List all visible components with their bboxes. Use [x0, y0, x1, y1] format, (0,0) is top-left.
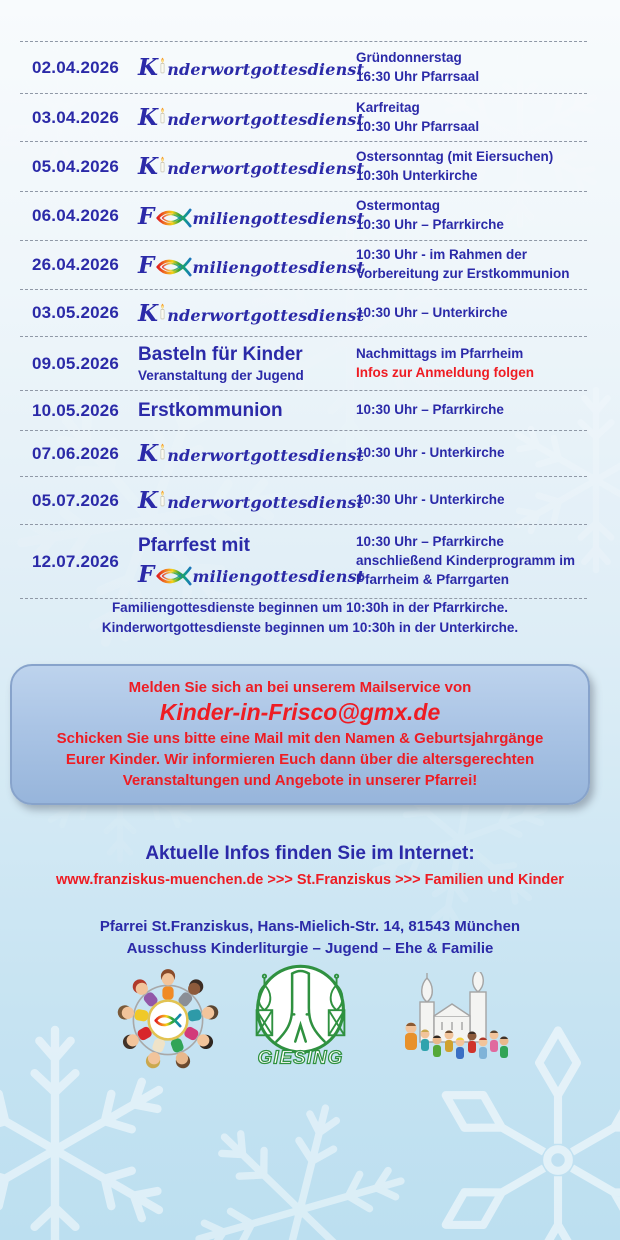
note-line: Familiengottesdienste beginnen um 10:30h in der Pfarrkirche. [111, 600, 509, 615]
kinderwortgottesdienst-logo [138, 440, 365, 467]
event-title: Erstkommunion [138, 399, 283, 421]
event-date: 12.07.2026 [32, 551, 120, 571]
rainbow-fish-icon [156, 566, 192, 586]
event-title-block [138, 400, 356, 422]
event-date: 03.05.2026 [32, 303, 120, 322]
event-date: 07.06.2026 [32, 443, 120, 463]
logo-initial: F [138, 560, 155, 588]
detail-line: anschließend Kinderprogramm im [356, 553, 576, 569]
table-row [20, 431, 587, 477]
detail-line: Ostermontag [356, 198, 441, 214]
detail-line: 10:30 Uhr - im Rahmen der [356, 247, 528, 263]
detail-line: Nachmittags im Pfarrheim [356, 345, 524, 361]
logo-text: miliengottesdienst [192, 566, 365, 586]
event-details [356, 197, 587, 235]
event-details [356, 444, 587, 463]
kinderwortgottesdienst-logo [138, 104, 365, 131]
mailservice-body-line: Schicken Sie uns bitte eine Mail mit den Namen & Geburtsjahrgänge [56, 730, 544, 747]
detail-line: 10:30 Uhr – Unterkirche [356, 304, 508, 320]
event-date: 03.04.2026 [32, 107, 120, 127]
event-title: Basteln für Kinder [138, 344, 303, 366]
detail-line: 10:30 Uhr Pfarrsaal [356, 118, 480, 134]
rainbow-fish-icon [156, 257, 192, 277]
address-line: Ausschuss Kinderliturgie – Jugend – Ehe & Familie [126, 940, 494, 957]
familiengottesdienst-logo [138, 560, 365, 588]
mailservice-body-line: Eurer Kinder. Wir informieren Euch dann über die altersgerechten [65, 751, 535, 768]
mailservice-body-line: Veranstaltungen und Angebote in unserer Pfarrei! [122, 772, 478, 789]
detail-line: 10:30 Uhr – Pfarrkirche [356, 534, 504, 550]
address-line: Pfarrei St.Franziskus, Hans-Mielich-Str. 14, 81543 München [99, 918, 521, 935]
logo-initial: K [138, 440, 159, 467]
internet-heading: Aktuelle Infos finden Sie im Internet: [145, 843, 475, 864]
detail-line: 10:30 Uhr – Pfarrkirche [356, 402, 504, 418]
familiengottesdienst-logo [138, 202, 365, 230]
detail-line-highlight: Infos zur Anmeldung folgen [356, 364, 534, 380]
kinderwortgottesdienst-logo [138, 54, 365, 81]
giesing-logo-text: GIESING [257, 1046, 344, 1068]
detail-line: 10:30 Uhr - Unterkirche [356, 492, 505, 508]
candle-icon [159, 57, 166, 78]
event-date: 06.04.2026 [32, 206, 120, 225]
note-line: Kinderwortgottesdienste beginnen um 10:30h in der Unterkirche. [101, 620, 519, 635]
mailservice-box [10, 664, 590, 805]
logo-initial: K [138, 299, 159, 327]
logo-text: nderwortgottesdienst [167, 110, 365, 129]
logo-text: miliengottesdienst [192, 208, 365, 228]
table-row [20, 290, 587, 337]
event-details [356, 345, 587, 383]
detail-line: Gründonnerstag [356, 49, 462, 65]
table-row [20, 192, 587, 241]
event-details [356, 148, 587, 186]
familiengottesdienst-logo [138, 251, 365, 279]
parish-address [0, 916, 620, 960]
mailservice-intro: Melden Sie sich an bei unserem Mailservice von [128, 679, 472, 696]
giesing-church-logo [243, 960, 358, 1075]
logo-text: nderwortgottesdienst [167, 305, 365, 325]
schedule-notes [0, 598, 620, 638]
event-details [356, 491, 587, 510]
table-row [20, 142, 587, 192]
logo-text: nderwortgottesdienst [167, 159, 365, 178]
detail-line: Ostersonntag (mit Eiersuchen) [356, 148, 554, 164]
logo-text: miliengottesdienst [192, 257, 365, 277]
internet-info [0, 843, 620, 888]
logo-text: nderwortgottesdienst [167, 60, 365, 79]
event-date: 05.07.2026 [32, 490, 120, 510]
event-title-block [138, 535, 365, 588]
event-title: Pfarrfest mit [138, 535, 250, 557]
kids-circle-with-fish-logo [112, 964, 224, 1076]
kinderwortgottesdienst-logo [138, 487, 365, 514]
logo-text: nderwortgottesdienst [167, 446, 365, 465]
table-row [20, 41, 587, 94]
table-row [20, 525, 587, 599]
event-details [356, 49, 587, 87]
event-details [356, 99, 587, 137]
table-row [20, 477, 587, 525]
logo-initial: F [138, 202, 155, 230]
children-in-front-of-church-logo [398, 972, 513, 1072]
event-title-block [138, 344, 356, 383]
detail-line: 10:30h Unterkirche [356, 167, 478, 183]
table-row [20, 337, 587, 391]
candle-icon [159, 490, 166, 511]
table-row [20, 241, 587, 290]
detail-line: Vorbereitung zur Erstkommunion [356, 266, 570, 281]
table-row [20, 391, 587, 431]
kinderwortgottesdienst-logo [138, 299, 365, 327]
logo-initial: K [138, 54, 159, 81]
logo-initial: K [138, 104, 159, 131]
website-link[interactable]: www.franziskus-muenchen.de >>> St.Franziskus >>> Familien und Kinder [56, 872, 564, 888]
detail-line: 16:30 Uhr Pfarrsaal [356, 68, 480, 84]
candle-icon [159, 443, 166, 464]
candle-icon [159, 156, 166, 177]
detail-line: 10:30 Uhr - Unterkirche [356, 445, 505, 461]
kinderwortgottesdienst-logo [138, 153, 365, 180]
logo-text: nderwortgottesdienst [167, 493, 365, 512]
mailservice-email[interactable]: Kinder-in-Frisco@gmx.de [159, 699, 441, 725]
candle-icon [159, 303, 166, 324]
event-date: 05.04.2026 [32, 156, 120, 176]
detail-line: Pfarrheim & Pfarrgarten [356, 571, 510, 587]
table-row [20, 94, 587, 142]
event-subtitle: Veranstaltung der Jugend [138, 367, 304, 383]
candle-icon [159, 107, 166, 128]
event-date: 26.04.2026 [32, 255, 120, 274]
rainbow-fish-icon [156, 208, 192, 228]
event-date: 10.05.2026 [32, 400, 120, 420]
detail-line: Karfreitag [356, 99, 420, 115]
event-date: 09.05.2026 [32, 353, 120, 373]
event-details [356, 304, 587, 323]
event-date: 02.04.2026 [32, 57, 120, 77]
logo-initial: K [138, 153, 159, 180]
event-details [356, 533, 587, 590]
detail-line: 10:30 Uhr – Pfarrkirche [356, 217, 504, 232]
schedule-table [20, 41, 587, 599]
logo-initial: F [138, 251, 155, 279]
event-details [356, 246, 587, 284]
logo-initial: K [138, 487, 159, 514]
event-details [356, 401, 587, 420]
